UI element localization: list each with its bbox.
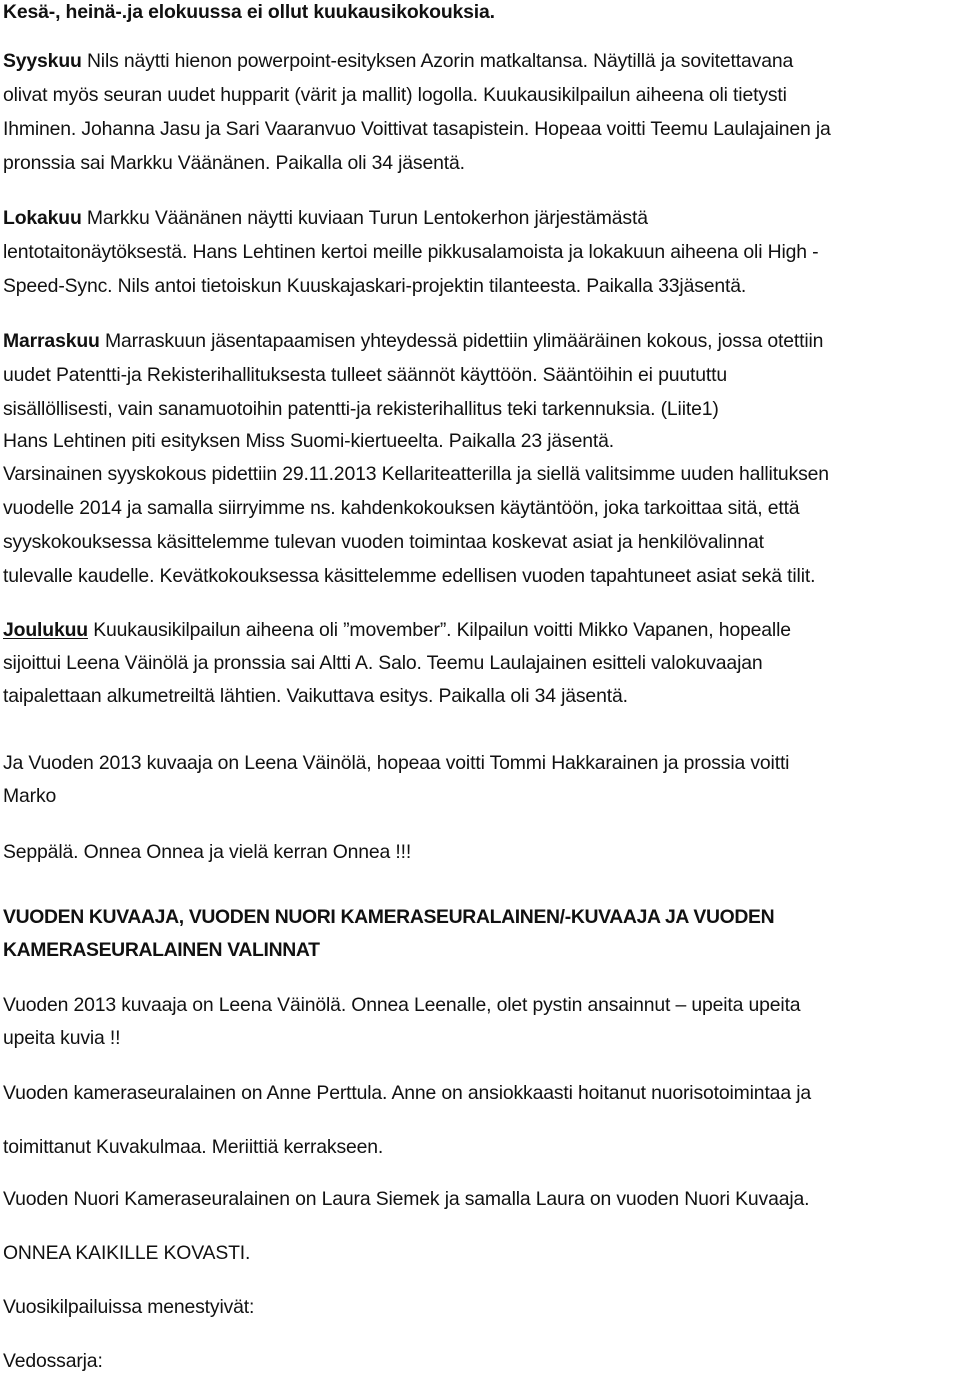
award-member-line-1: Vuoden kameraseuralainen on Anne Perttula. Anne on ansiokkaasti hoitanut nuorisotoimintaa ja [3,1082,811,1104]
autumn-meeting-line-1: Varsinainen syyskokous pidettiin 29.11.2013 Kellariteatterilla ja siellä valitsimme uuden hallituksen [3,463,829,485]
september-line-4: pronssia sai Markku Väänänen. Paikalla oli 34 jäsentä. [3,152,465,174]
autumn-meeting-line-3: syyskokouksessa käsittelemme tulevan vuoden toimintaa koskevat asiat ja henkilövalinnat [3,531,764,553]
october-line-3: Speed-Sync. Nils antoi tietoiskun Kuuskajaskari-projektin tilanteesta. Paikalla 33jäsentä. [3,275,747,297]
annual-competition-heading: Vuosikilpailuissa menestyivät: [3,1296,255,1318]
october-line-1: Lokakuu Markku Väänänen näytti kuviaan Turun Lentokerhon järjestämästä [3,207,648,229]
december-line-2: sijoittui Leena Väinölä ja pronssia sai Altti A. Salo. Teemu Laulajainen esitteli valokuvaajan [3,652,763,674]
award-member-line-2: toimittanut Kuvakulmaa. Meriittiä kerrakseen. [3,1136,384,1158]
congratulations-line: Seppälä. Onnea Onnea ja vielä kerran Onnea !!! [3,841,412,863]
september-line-1: Syyskuu Nils näytti hienon powerpoint-esityksen Azorin matkaltansa. Näytillä ja sovitettavana [3,50,794,72]
section-heading-line-2: KAMERASEURALAINEN VALINNAT [3,939,320,961]
month-label-december: Joulukuu [3,619,88,641]
award-photographer-line-1: Vuoden 2013 kuvaaja on Leena Väinölä. Onnea Leenalle, olet pystin ansainnut – upeita upeita [3,994,801,1016]
month-label-october: Lokakuu [3,207,82,229]
photographer-of-year-line-1: Ja Vuoden 2013 kuvaaja on Leena Väinölä, hopeaa voitti Tommi Hakkarainen ja prossia voitti [3,752,790,774]
award-young-member-line: Vuoden Nuori Kameraseuralainen on Laura Siemek ja samalla Laura on vuoden Nuori Kuvaaja. [3,1188,810,1210]
november-line-2: uudet Patentti-ja Rekisterihallituksesta tulleet säännöt käyttöön. Sääntöihin ei puututtu [3,364,727,386]
november-line-4: Hans Lehtinen piti esityksen Miss Suomi-kiertueelta. Paikalla 23 jäsentä. [3,430,614,452]
december-line-3: taipalettaan alkumetreiltä lähtien. Vaikuttava esitys. Paikalla oli 34 jäsentä. [3,685,628,707]
award-photographer-line-2: upeita kuvia !! [3,1027,121,1049]
autumn-meeting-line-4: tulevalle kaudelle. Kevätkokouksessa käsittelemme edellisen vuoden tapahtuneet asiat sekä tilit. [3,565,816,587]
section-heading-line-1: VUODEN KUVAAJA, VUODEN NUORI KAMERASEURALAINEN/-KUVAAJA JA VUODEN [3,906,775,928]
summer-note: Kesä-, heinä-.ja elokuussa ei ollut kuukausikokouksia. [3,1,495,23]
month-label-september: Syyskuu [3,50,82,72]
october-line-2: lentotaitonäytöksestä. Hans Lehtinen kertoi meille pikkusalamoista ja lokakuun aiheena oli High - [3,241,819,263]
month-label-november: Marraskuu [3,330,100,352]
autumn-meeting-line-2: vuodelle 2014 ja samalla siirryimme ns. kahdenkokouksen käytäntöön, joka tarkoittaa sitä, että [3,497,800,519]
photographer-of-year-line-2: Marko [3,785,57,807]
september-line-3: Ihminen. Johanna Jasu ja Sari Vaaranvuo Voittivat tasapistein. Hopeaa voitti Teemu Laulajainen ja [3,118,831,140]
print-series-heading: Vedossarja: [3,1350,103,1372]
november-line-3: sisällöllisesti, vain sanamuotoihin patentti-ja rekisterihallitus teki tarkennuksia. (Liite1) [3,398,719,420]
december-line-1: Joulukuu Kuukausikilpailun aiheena oli ”movember”. Kilpailun voitti Mikko Vapanen, hopealle [3,619,791,641]
september-line-2: olivat myös seuran uudet hupparit (värit ja mallit) logolla. Kuukausikilpailun aiheena oli tietysti [3,84,787,106]
cheer-line: ONNEA KAIKILLE KOVASTI. [3,1242,251,1264]
november-line-1: Marraskuu Marraskuun jäsentapaamisen yhteydessä pidettiin ylimääräinen kokous, jossa otettiin [3,330,824,352]
